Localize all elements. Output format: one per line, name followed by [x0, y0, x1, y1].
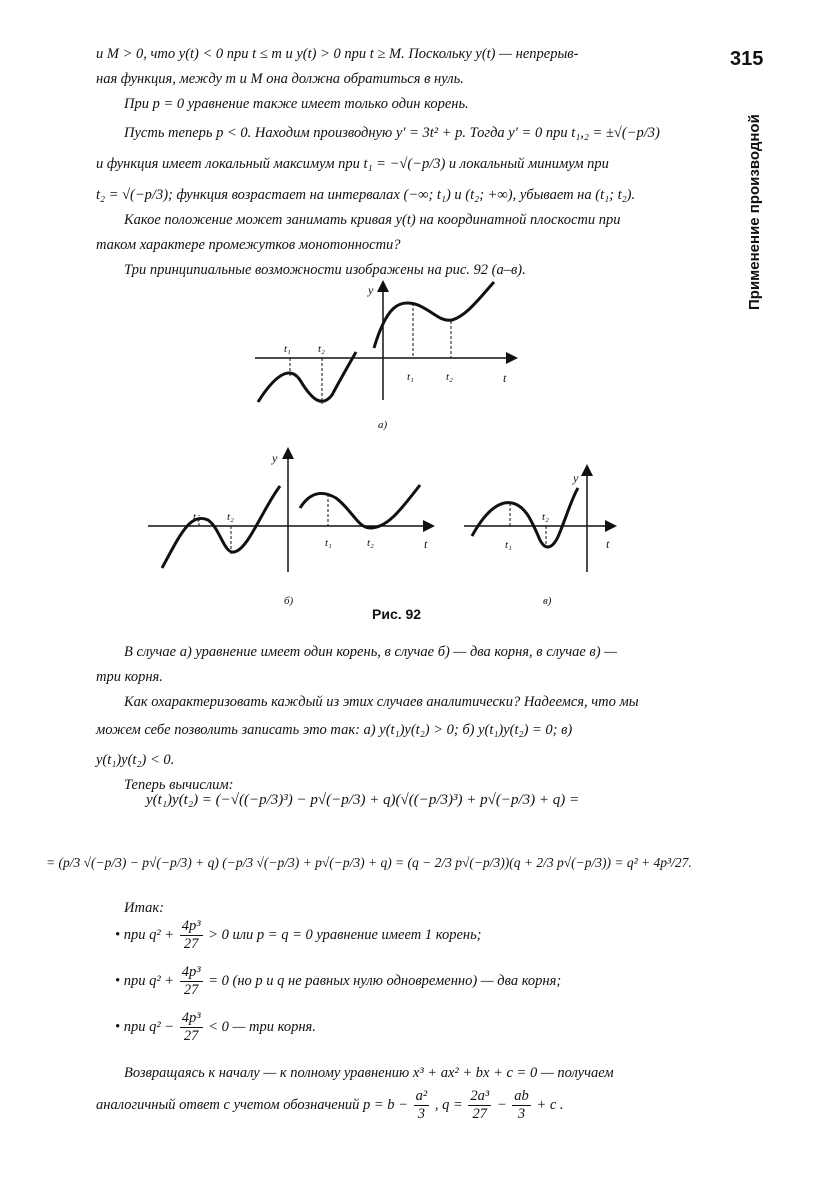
formula-line-1: y(t₁)y(t₂) = (−√((−p/3)³) − p√(−p/3) + q)(√((−p/3)³) + p√(−p/3) + q) = — [146, 792, 580, 808]
bullet-lead: при q² − — [123, 1018, 175, 1035]
axis-label-y: y — [272, 451, 278, 465]
fraction: $\frac{\text{2a³}}{27}$ — [470, 1088, 490, 1122]
tick-label: t₂ — [227, 511, 234, 523]
subfigure-label: в) — [543, 595, 552, 607]
subfigure-label: б) — [284, 595, 294, 607]
curve — [162, 486, 280, 568]
final-notation — [96, 1088, 564, 1123]
tick-label: t₁ — [325, 537, 332, 549]
side-title-text: Применение производной — [746, 114, 763, 310]
tick-label: t₁ — [407, 371, 414, 383]
axis-label-t: t — [424, 537, 428, 551]
paragraph: При p = 0 уравнение также имеет только один корень. — [124, 96, 469, 112]
graph-a — [255, 282, 515, 431]
curve — [472, 488, 578, 547]
tick-label: t₂ — [367, 537, 374, 549]
bullet-tail: = 0 (но p и q не равных нулю одновременно) — два корня; — [208, 972, 562, 989]
paragraph: t₂ = √(−p/3); функция возрастает на интервалах (−∞; t₁) и (t₂; +∞), убывает на (t₁; t₂). — [96, 187, 636, 203]
paragraph: Итак: — [124, 900, 164, 916]
tick-label: t₂ — [446, 371, 453, 383]
final-text: − — [496, 1096, 507, 1113]
curve — [300, 485, 420, 528]
tick-label: t₂ — [542, 511, 549, 523]
tick-label: t₂ — [318, 343, 325, 355]
text-block-middle — [96, 640, 720, 798]
bullet-item: • при q² + $\frac{\text{4p³}}{27}$ = 0 (но p и q не равных нулю одновременно) — два корня; — [115, 964, 562, 998]
axis-label-y: y — [573, 471, 579, 485]
paragraph: можем себе позволить записать это так: а) y(t₁)y(t₂) > 0; б) y(t₁)y(t₂) = 0; в) — [96, 722, 573, 738]
curve — [258, 352, 356, 402]
tick-label: t₁ — [193, 511, 200, 523]
axis-label-t: t — [606, 537, 610, 551]
tick-label: t₁ — [505, 539, 512, 551]
paragraph: В случае а) уравнение имеет один корень, в случае б) — два корня, в случае в) — — [124, 644, 618, 660]
final-text: + c . — [536, 1096, 564, 1113]
tick-label: t₁ — [284, 343, 291, 355]
side-running-title — [724, 88, 763, 310]
paragraph: и функция имеет локальный максимум при t₁ = −√(−p/3) и локальный минимум при — [96, 156, 609, 172]
axis-label-t: t — [503, 371, 507, 385]
figure-caption: Рис. 92 — [372, 606, 422, 622]
bullet-tail: < 0 — три корня. — [208, 1018, 316, 1035]
fraction: $\frac{\text{a²}}{3}$ — [415, 1088, 428, 1122]
paragraph: таком характере промежутков монотонности? — [96, 237, 401, 253]
paragraph: Три принципиальные возможности изображены на рис. 92 (а–в). — [124, 262, 526, 278]
paragraph: y(t₁)y(t₂) < 0. — [96, 752, 175, 768]
paragraph: Возвращаясь к началу — к полному уравнению x³ + ax² + bx + c = 0 — получаем — [124, 1065, 614, 1081]
fraction: $\frac{\text{4p³}}{27}$ — [181, 918, 201, 952]
paragraph: Какое положение может занимать кривая y(t) на координатной плоскости при — [124, 212, 621, 228]
text-block-top — [96, 42, 720, 283]
paragraph: и M > 0, что y(t) < 0 при t ≤ m и y(t) > 0 при t ≥ M. Поскольку y(t) — непрерыв- — [96, 46, 579, 62]
page-number: 315 — [730, 48, 764, 70]
graph-v — [464, 467, 614, 607]
bullet-tail: > 0 или p = q = 0 уравнение имеет 1 корень; — [208, 926, 482, 943]
bullet-item: • при q² + $\frac{\text{4p³}}{27}$ > 0 или p = q = 0 уравнение имеет 1 корень; — [115, 918, 482, 952]
paragraph: Теперь вычислим: — [124, 777, 234, 793]
final-text: аналогичный ответ с учетом обозначений p = b − — [96, 1096, 408, 1113]
paragraph: Пусть теперь p < 0. Находим производную y′ = 3t² + p. Тогда y′ = 0 при t₁,₂ = ±√(−p/3) — [124, 125, 660, 141]
formula-line-2: = (p/3 √(−p/3) − p√(−p/3) + q) (−p/3 √(−p/3) + p√(−p/3) + q) = (q − 2/3 p√(−p/3))(q + 2/3 p√(−p/3)) = q² + 4p³/27. — [46, 855, 692, 870]
final-text: , q = — [434, 1096, 463, 1113]
curve — [374, 282, 494, 348]
paragraph: Как охарактеризовать каждый из этих случаев аналитически? Надеемся, что мы — [124, 694, 639, 710]
paragraph: ная функция, между m и M она должна обратиться в нуль. — [96, 71, 464, 87]
axis-label-y: y — [368, 283, 374, 297]
paragraph: три корня. — [96, 669, 163, 685]
fraction: $\frac{\text{4p³}}{27}$ — [181, 1010, 201, 1044]
subfigure-label: а) — [378, 419, 388, 431]
bullet-item: • при q² − $\frac{\text{4p³}}{27}$ < 0 — три корня. — [115, 1010, 316, 1044]
fraction: $\frac{ab}{3}$ — [514, 1088, 529, 1122]
bullet-lead: при q² + — [123, 926, 175, 943]
text-block-bottom — [96, 1061, 720, 1086]
graph-b — [148, 450, 432, 607]
bullet-lead: при q² + — [123, 972, 175, 989]
figure-92 — [0, 270, 720, 620]
fraction: $\frac{\text{4p³}}{27}$ — [181, 964, 201, 998]
